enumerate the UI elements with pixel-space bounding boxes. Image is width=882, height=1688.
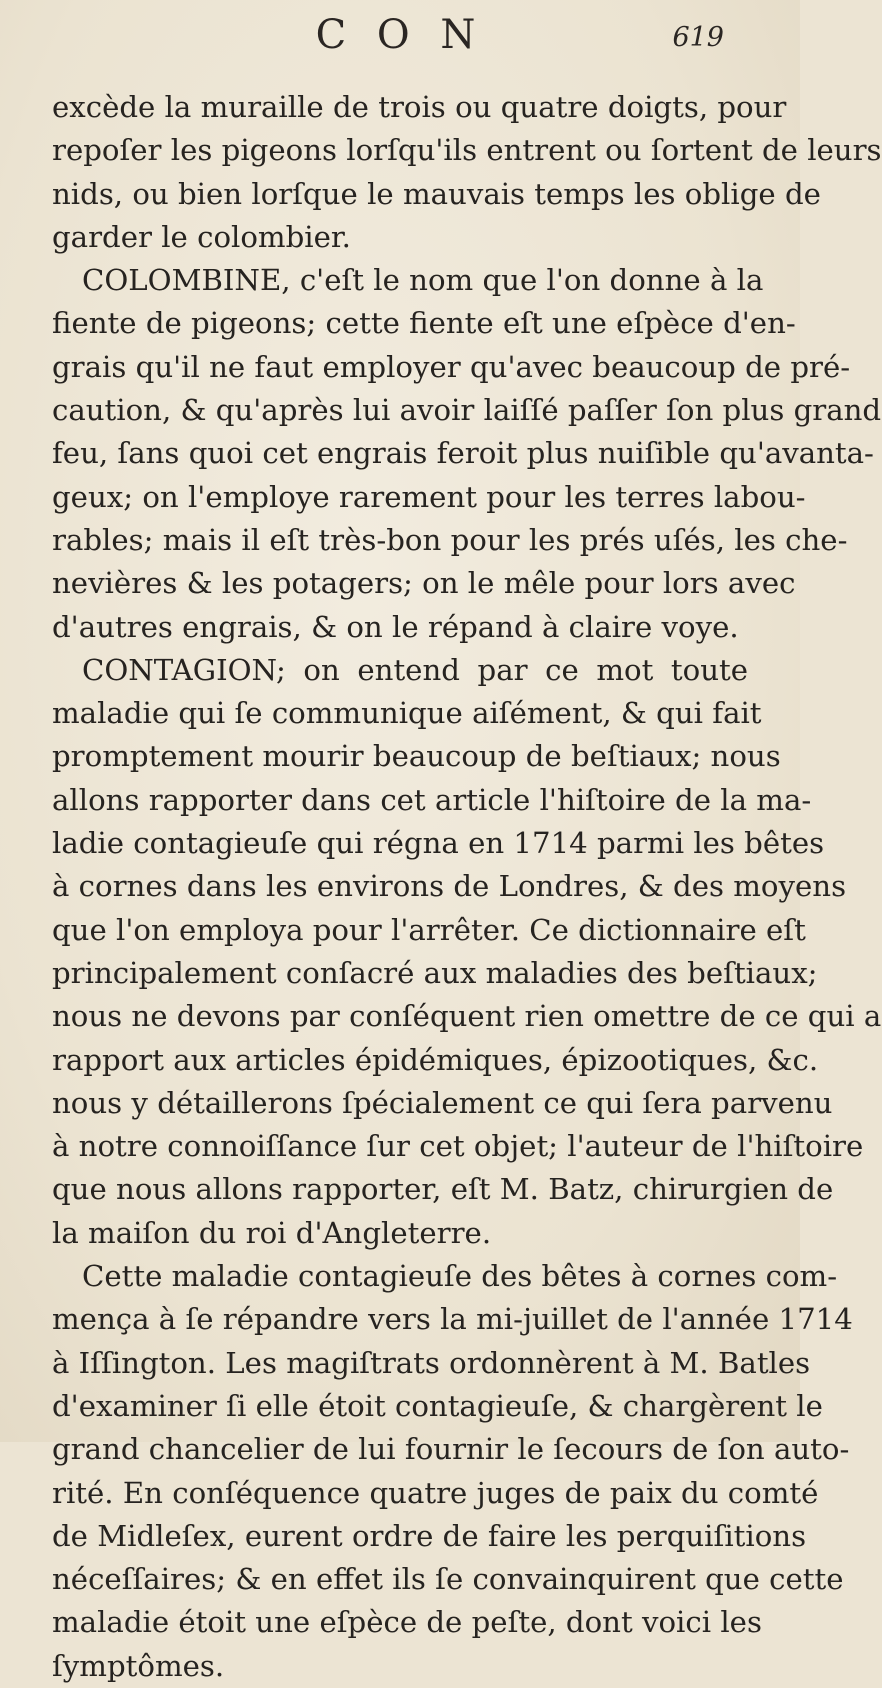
text-line: fiente de pigeons; cette fiente eſt une eſpèce d'en- xyxy=(52,306,796,341)
text-line: repoſer les pigeons lorſqu'ils entrent ou ſortent de leurs xyxy=(52,133,882,168)
text-line: CONTAGION; on entend par ce mot toute xyxy=(82,652,748,687)
text-line: excède la muraille de trois ou quatre doigts, pour xyxy=(52,90,787,124)
text-line: la maiſon du roi d'Angleterre. xyxy=(52,1215,492,1250)
text-line: geux; on l'employe rarement pour les terres labou- xyxy=(52,479,806,514)
text-line: principalement conſacré aux maladies des beſtiaux; xyxy=(52,955,818,990)
text-line: à Iſſington. Les magiſtrats ordonnèrent à M. Batles xyxy=(52,1345,811,1380)
text-line: nous y détaillerons ſpécialement ce qui ſera parvenu xyxy=(52,1085,833,1120)
text-line: COLOMBINE, c'eſt le nom que l'on donne à la xyxy=(82,263,764,298)
text-line: de Midleſex, eurent ordre de faire les perquiſitions xyxy=(52,1518,807,1553)
text-line: ladie contagieuſe qui régna en 1714 parmi les bêtes xyxy=(52,826,825,861)
text-line: mença à ſe répandre vers la mi-juillet de l'année 1714 xyxy=(52,1302,853,1337)
text-line: d'examiner ſi elle étoit contagieuſe, & chargèrent le xyxy=(52,1388,823,1423)
running-head: C O N xyxy=(315,12,485,58)
text-line: que nous allons rapporter, eſt M. Batz, chirurgien de xyxy=(52,1172,834,1207)
text-line: nevières & les potagers; on le mêle pour lors avec xyxy=(52,566,796,601)
text-line: allons rapporter dans cet article l'hiſtoire de la ma- xyxy=(52,782,812,817)
text-line: néceſſaires; & en effet ils ſe convainquirent que cette xyxy=(52,1562,844,1597)
text-line: grand chancelier de lui fournir le ſecours de ſon auto- xyxy=(52,1432,850,1467)
text-line: caution, & qu'après lui avoir laiſſé paſſer ſon plus grand xyxy=(52,393,882,428)
text-line: ſymptômes. xyxy=(52,1648,225,1683)
text-line: Cette maladie contagieuſe des bêtes à cornes com- xyxy=(82,1259,838,1294)
text-line: nous ne devons par conſéquent rien omettre de ce qui a xyxy=(52,999,882,1034)
text-line: rité. En conſéquence quatre juges de paix du comté xyxy=(52,1475,819,1510)
text-line: rables; mais il eſt très-bon pour les prés uſés, les che- xyxy=(52,522,848,557)
body-text xyxy=(52,86,882,1688)
text-line: feu, ſans quoi cet engrais feroit plus nuiſible qu'avanta- xyxy=(52,436,874,471)
text-line: à notre connoiſſance ſur cet objet; l'auteur de l'hiſtoire xyxy=(52,1129,864,1164)
text-line: que l'on employa pour l'arrêter. Ce dictionnaire eſt xyxy=(52,912,806,947)
text-line: garder le colombier. xyxy=(52,219,351,254)
text-line: grais qu'il ne faut employer qu'avec beaucoup de pré- xyxy=(52,349,851,384)
text-line: d'autres engrais, & on le répand à claire voye. xyxy=(52,609,739,644)
text-line: à cornes dans les environs de Londres, & des moyens xyxy=(52,869,847,904)
text-line: rapport aux articles épidémiques, épizootiques, &c. xyxy=(52,1042,819,1077)
text-line: maladie étoit une eſpèce de peſte, dont voici les xyxy=(52,1605,762,1640)
text-line: maladie qui ſe communique aiſément, & qui fait xyxy=(52,696,762,731)
text-line: promptement mourir beaucoup de beſtiaux; nous xyxy=(52,739,781,774)
page-header xyxy=(52,0,748,86)
page-number: 619 xyxy=(672,22,724,53)
text-line: nids, ou bien lorſque le mauvais temps les oblige de xyxy=(52,176,821,211)
